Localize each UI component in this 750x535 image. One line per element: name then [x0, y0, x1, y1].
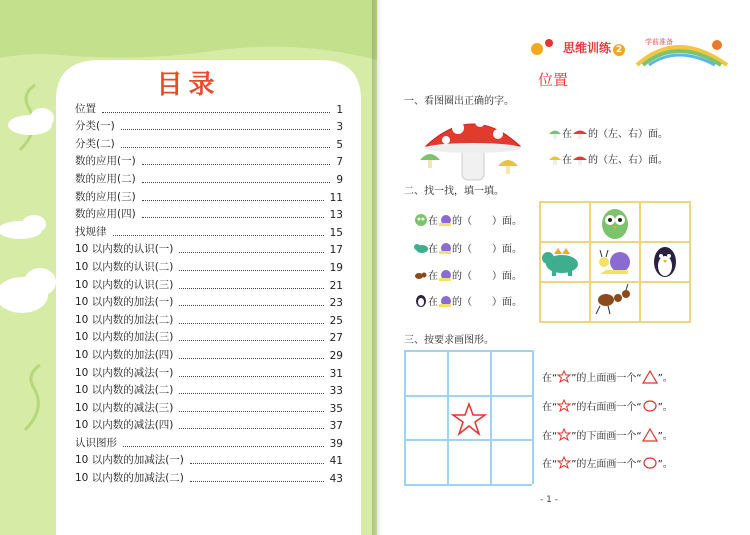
- toc-item-label: 数的应用(四): [75, 208, 136, 221]
- toc-item-page: 31: [329, 367, 343, 380]
- toc-leader-dots: [179, 270, 323, 271]
- toc-item-label: 10 以内数的减法(三): [75, 401, 174, 414]
- toc-leader-dots: [179, 411, 323, 412]
- toc-item-label: 10 以内数的加法(三): [75, 331, 174, 344]
- page-fold: [372, 0, 382, 535]
- dinosaur-icon: [542, 248, 578, 276]
- brand-banner: [527, 33, 732, 67]
- word-zai: 在: [428, 216, 438, 227]
- toc-item[interactable]: [75, 450, 343, 468]
- toc-item[interactable]: [75, 204, 343, 222]
- toc-item[interactable]: [75, 256, 343, 274]
- toc-leader-dots: [121, 129, 331, 130]
- toc-item-page: 41: [329, 455, 343, 468]
- toc-item-label: 位置: [75, 102, 96, 115]
- toc-item[interactable]: [75, 274, 343, 292]
- toc-leader-dots: [179, 393, 323, 394]
- toc-item[interactable]: [75, 362, 343, 380]
- toc-leader-dots: [190, 481, 324, 482]
- question-2-line: [414, 212, 522, 227]
- owl-icon: [602, 209, 628, 239]
- snail-icon: [438, 214, 452, 226]
- toc-item-label: 10 以内数的加法(二): [75, 313, 174, 326]
- question-2-line: [414, 240, 522, 255]
- fill-blank-text[interactable]: 的（ ）面。: [452, 216, 522, 227]
- toc-leader-dots: [179, 288, 323, 289]
- word-left-right[interactable]: 的（左、右）面。: [588, 155, 668, 166]
- toc-item-label: 10 以内数的认识(二): [75, 260, 174, 273]
- animal-grid: [539, 201, 691, 323]
- toc-leader-dots: [179, 323, 323, 324]
- toc-item-page: 7: [336, 156, 343, 169]
- toc-item-label: 分类(二): [75, 137, 115, 150]
- question-3-line: [542, 369, 673, 384]
- star-icon: [557, 370, 571, 383]
- question-3-line: [542, 427, 673, 442]
- toc-item-page: 37: [329, 420, 343, 433]
- toc-item-label: 10 以内数的加减法(一): [75, 454, 184, 467]
- toc-item-label: 数的应用(三): [75, 190, 136, 203]
- circle-icon: [642, 456, 658, 470]
- toc-item-label: 10 以内数的认识(三): [75, 278, 174, 291]
- toc-leader-dots: [179, 428, 323, 429]
- toc-item-label: 10 以内数的加减法(二): [75, 472, 184, 485]
- section-1-title: 一、看图圈出正确的字。: [404, 96, 514, 107]
- toc-leader-dots: [113, 235, 324, 236]
- toc-item-label: 10 以内数的认识(一): [75, 243, 174, 256]
- circle-icon: [642, 399, 658, 413]
- line-end: ”。: [657, 402, 673, 413]
- line-middle: ”的上面画一个“: [571, 373, 642, 384]
- toc-item-page: 3: [336, 121, 343, 134]
- toc-item[interactable]: [75, 327, 343, 345]
- brand-number-badge: 2: [613, 44, 625, 56]
- word-zai: 在: [428, 244, 438, 255]
- yellow-mushroom-icon: [548, 153, 562, 165]
- toc-item[interactable]: [75, 292, 343, 310]
- line-prefix: 在“: [542, 402, 558, 413]
- toc-item[interactable]: [75, 309, 343, 327]
- toc-item-page: 9: [336, 173, 343, 186]
- triangle-icon: [642, 370, 658, 384]
- word-zai: 在: [428, 297, 438, 308]
- toc-item-label: 10 以内数的加法(四): [75, 348, 174, 361]
- toc-item-page: 25: [329, 314, 343, 327]
- toc-item[interactable]: [75, 98, 343, 116]
- toc-item-label: 数的应用(二): [75, 172, 136, 185]
- snail-icon: [438, 242, 452, 254]
- line-prefix: 在“: [542, 373, 558, 384]
- drawing-grid[interactable]: [404, 350, 532, 484]
- toc-item[interactable]: [75, 415, 343, 433]
- brand-subtitle: 学前准备: [645, 38, 673, 46]
- toc-leader-dots: [179, 252, 323, 253]
- question-1a: [548, 125, 668, 140]
- toc-item-page: 11: [329, 191, 343, 204]
- page-number: - 1 -: [540, 495, 558, 505]
- toc-item-page: 13: [329, 209, 343, 222]
- toc-item[interactable]: [75, 151, 343, 169]
- penguin-icon: [654, 247, 676, 277]
- word-zai: 在: [562, 155, 572, 166]
- green-mushroom-icon: [548, 127, 562, 139]
- line-end: ”。: [657, 459, 673, 470]
- toc-item-label: 数的应用(一): [75, 155, 136, 168]
- toc-item-page: 27: [329, 332, 343, 345]
- toc-leader-dots: [179, 305, 323, 306]
- ant-icon: [414, 269, 428, 281]
- question-3-line: [542, 398, 673, 413]
- ant-icon: [596, 284, 630, 314]
- page-heading: 位置: [538, 71, 569, 89]
- fill-blank-text[interactable]: 的（ ）面。: [452, 297, 522, 308]
- toc-item-label: 找规律: [75, 225, 107, 238]
- line-prefix: 在“: [542, 459, 558, 470]
- toc-item-label: 10 以内数的加法(一): [75, 296, 174, 309]
- toc-leader-dots: [102, 112, 330, 113]
- star-icon: [450, 402, 488, 436]
- owl-icon: [414, 214, 428, 226]
- line-prefix: 在“: [542, 431, 558, 442]
- snail-icon: [438, 295, 452, 307]
- toc-item[interactable]: [75, 344, 343, 362]
- toc-item[interactable]: [75, 186, 343, 204]
- toc-list: [75, 98, 343, 485]
- red-mushroom-icon: [572, 127, 588, 139]
- toc-item-label: 认识图形: [75, 436, 117, 449]
- toc-item[interactable]: [75, 221, 343, 239]
- toc-item-page: 23: [329, 297, 343, 310]
- fill-blank-text[interactable]: 的（ ）面。: [452, 244, 522, 255]
- toc-leader-dots: [142, 164, 331, 165]
- question-2-line: [414, 267, 522, 282]
- toc-item-page: 35: [329, 402, 343, 415]
- toc-item-label: 10 以内数的减法(四): [75, 419, 174, 432]
- question-2-line: [414, 293, 522, 308]
- toc-item-page: 43: [329, 473, 343, 486]
- word-left-right[interactable]: 的（左、右）面。: [588, 129, 668, 140]
- dinosaur-icon: [414, 242, 428, 254]
- toc-item-page: 29: [329, 349, 343, 362]
- snail-icon: [438, 269, 452, 281]
- fill-blank-text[interactable]: 的（ ）面。: [452, 271, 522, 282]
- toc-leader-dots: [142, 217, 324, 218]
- word-zai: 在: [428, 271, 438, 282]
- toc-title: 目录: [156, 70, 221, 100]
- toc-item-page: 5: [336, 138, 343, 151]
- toc-item[interactable]: [75, 397, 343, 415]
- line-end: ”。: [657, 431, 673, 442]
- toc-leader-dots: [123, 446, 324, 447]
- toc-item-label: 10 以内数的减法(一): [75, 366, 174, 379]
- brand-title: 思维训练 2: [563, 39, 625, 56]
- question-3-line: [542, 455, 673, 470]
- toc-item[interactable]: [75, 467, 343, 485]
- snail-icon: [599, 250, 630, 274]
- section-2-title: 二、找一找，填一填。: [404, 186, 504, 197]
- toc-item-page: 21: [329, 279, 343, 292]
- red-mushroom-icon: [572, 153, 588, 165]
- triangle-icon: [642, 428, 658, 442]
- mushroom-picture: [418, 108, 528, 183]
- line-middle: ”的下面画一个“: [571, 431, 642, 442]
- toc-item-page: 19: [329, 261, 343, 274]
- toc-leader-dots: [179, 358, 323, 359]
- toc-leader-dots: [179, 376, 323, 377]
- section-3-title: 三、按要求画图形。: [404, 335, 494, 346]
- line-end: ”。: [657, 373, 673, 384]
- question-1b: [548, 151, 668, 166]
- toc-item-page: 1: [336, 103, 343, 116]
- toc-leader-dots: [179, 340, 323, 341]
- toc-leader-dots: [190, 463, 324, 464]
- toc-item-label: 10 以内数的减法(二): [75, 384, 174, 397]
- star-icon: [557, 399, 571, 412]
- star-icon: [557, 456, 571, 469]
- toc-item-page: 15: [329, 226, 343, 239]
- penguin-icon: [414, 295, 428, 307]
- word-zai: 在: [562, 129, 572, 140]
- toc-item[interactable]: [75, 133, 343, 151]
- toc-item[interactable]: [75, 168, 343, 186]
- toc-item-page: 39: [329, 437, 343, 450]
- toc-item[interactable]: [75, 116, 343, 134]
- toc-item-label: 分类(一): [75, 120, 115, 133]
- toc-leader-dots: [142, 182, 331, 183]
- line-middle: ”的右面画一个“: [571, 402, 642, 413]
- toc-leader-dots: [142, 200, 324, 201]
- toc-leader-dots: [121, 147, 331, 148]
- toc-item-page: 33: [329, 385, 343, 398]
- star-icon: [557, 428, 571, 441]
- toc-item[interactable]: [75, 239, 343, 257]
- toc-item[interactable]: [75, 432, 343, 450]
- toc-item[interactable]: [75, 380, 343, 398]
- line-middle: ”的左面画一个“: [571, 459, 642, 470]
- toc-item-page: 17: [329, 244, 343, 257]
